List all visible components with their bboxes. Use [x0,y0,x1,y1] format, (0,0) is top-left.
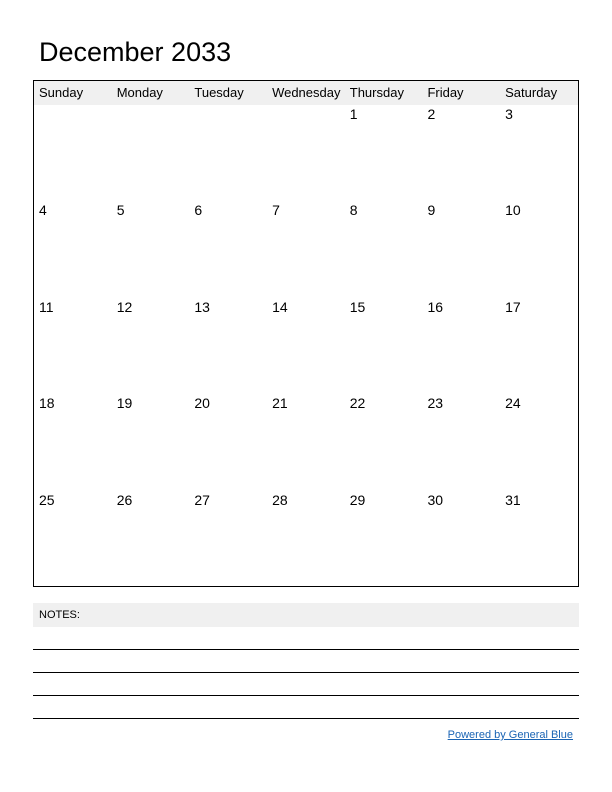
week-row [34,105,578,201]
day-cell: 8 [349,202,358,219]
day-cell [267,105,345,201]
day-cell: 16 [427,298,444,315]
day-cell [112,105,190,201]
day-cell: 18 [39,395,55,412]
day-cell: 1 [349,106,358,122]
week-row [34,298,578,394]
day-cell: 26 [116,491,133,508]
weekday-tuesday: Tuesday [194,85,244,100]
week-row [34,201,578,297]
week-row [34,491,578,587]
weekday-thursday: Thursday [349,85,404,100]
day-cell: 22 [349,395,366,412]
day-cell: 15 [349,298,366,315]
day-cell: 7 [272,202,280,219]
weekday-saturday: Saturday [505,85,558,100]
notes-line [33,672,579,673]
week-row [34,394,578,490]
calendar-grid [33,80,579,587]
day-cell: 27 [194,491,210,508]
day-cell: 12 [116,298,133,315]
day-cell: 13 [194,298,210,315]
day-cell: 5 [116,202,125,219]
weekday-friday: Friday [427,85,464,100]
day-cell [189,105,267,201]
weekday-wednesday: Wednesday [272,85,341,100]
notes-header: NOTES: [33,603,579,627]
day-cell: 30 [427,491,444,508]
day-cell [34,105,112,201]
day-cell: 31 [505,491,521,508]
day-cell: 21 [272,395,288,412]
day-cell: 17 [505,298,521,315]
day-cell: 14 [272,298,288,315]
day-cell: 9 [427,202,436,219]
day-cell: 24 [505,395,521,412]
weekday-header-row [34,81,578,105]
day-cell: 10 [505,202,521,219]
page-title: December 2033 [39,37,232,67]
day-cell: 4 [39,202,47,219]
day-cell: 29 [349,491,366,508]
day-cell: 2 [427,106,436,122]
weekday-sunday: Sunday [39,85,84,100]
weekday-monday: Monday [116,85,163,100]
day-cell: 6 [194,202,203,219]
day-cell: 3 [505,106,513,122]
day-cell: 19 [116,395,133,412]
powered-by-link[interactable]: Powered by General Blue [447,729,573,741]
day-cell: 23 [427,395,444,412]
notes-line [33,695,579,696]
day-cell: 11 [39,298,54,315]
day-cell: 25 [39,491,55,508]
notes-line [33,649,579,650]
calendar-weeks [34,105,578,587]
notes-line [33,718,579,719]
day-cell: 20 [194,395,210,412]
day-cell: 28 [272,491,288,508]
